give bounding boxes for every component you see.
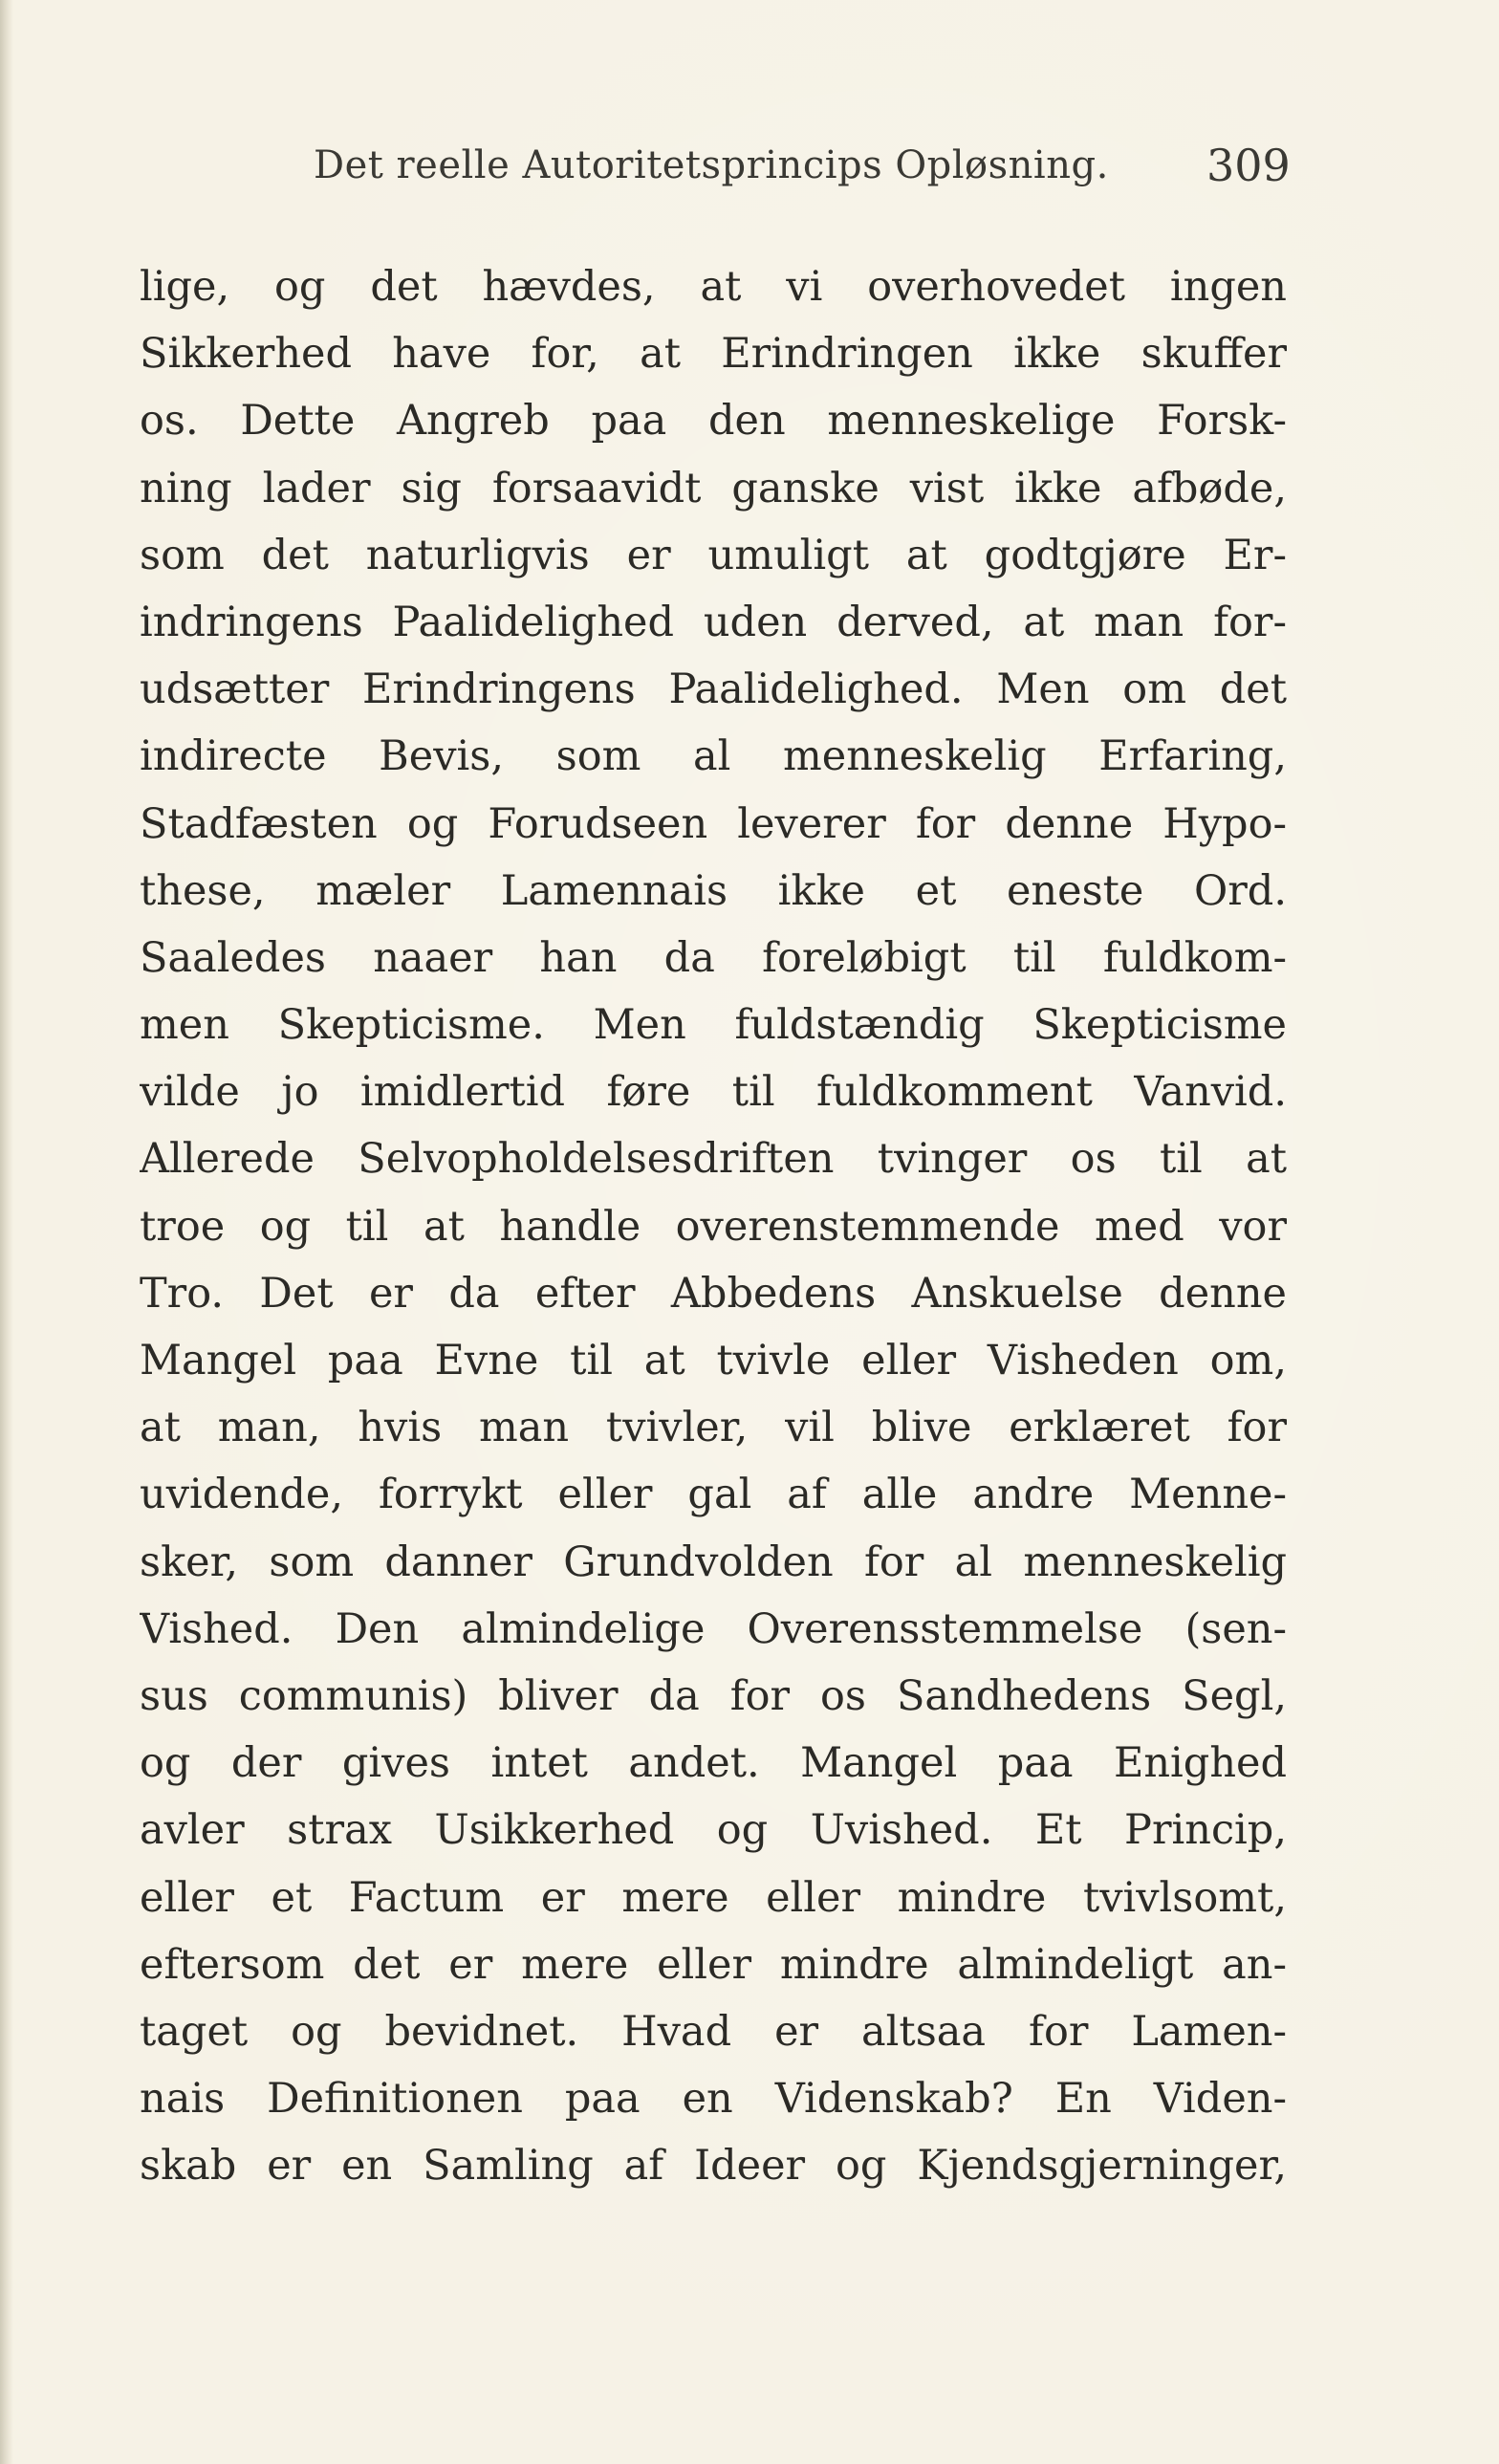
text-line: taget og bevidnet. Hvad er altsaa for Lamen- xyxy=(140,2007,1287,2056)
text-line: vilde jo imidlertid føre til fuldkomment Vanvid. xyxy=(140,1068,1287,1117)
text-line: ning lader sig forsaavidt ganske vist ikke afbøde, xyxy=(140,464,1287,512)
body-text xyxy=(140,253,1287,2199)
text-line: troe og til at handle overenstemmende med vor xyxy=(140,1202,1287,1251)
text-line: Stadfæsten og Forudseen leverer for denne Hypo- xyxy=(140,799,1287,848)
text-line: Tro. Det er da efter Abbedens Anskuelse denne xyxy=(140,1269,1287,1318)
text-line: som det naturligvis er umuligt at godtgjøre Er- xyxy=(140,531,1287,579)
text-line: Sikkerhed have for, at Erindringen ikke skuffer xyxy=(140,330,1287,379)
text-line: os. Dette Angreb paa den menneskelige Forsk- xyxy=(140,397,1287,446)
text-line: avler strax Usikkerhed og Uvished. Et Princip, xyxy=(140,1806,1287,1855)
text-line: udsætter Erindringens Paalidelighed. Men om det xyxy=(140,665,1287,714)
text-line: uvidende, forrykt eller gal af alle andre Menne- xyxy=(140,1471,1287,1519)
text-line: lige, og det hævdes, at vi overhovedet ingen xyxy=(140,263,1287,311)
text-line: Vished. Den almindelige Overensstemmelse (sen- xyxy=(140,1604,1287,1653)
text-line: men Skepticisme. Men fuldstændig Skepticisme xyxy=(140,1001,1287,1050)
text-line: skab er en Samling af Ideer og Kjendsgjerninger, xyxy=(140,2142,1287,2191)
page-number: 309 xyxy=(1206,140,1291,191)
text-line: eller et Factum er mere eller mindre tvivlsomt, xyxy=(140,1873,1287,1922)
running-head-title: Det reelle Autoritetsprincips Opløsning. xyxy=(314,143,1109,187)
text-line: these, mæler Lamennais ikke et eneste Ord. xyxy=(140,866,1287,915)
text-line: nais Definitionen paa en Videnskab? En Viden- xyxy=(140,2075,1287,2124)
text-line: Allerede Selvopholdelsesdriften tvinger os til at xyxy=(140,1135,1287,1184)
text-line: eftersom det er mere eller mindre almindeligt an- xyxy=(140,1940,1287,1989)
text-line: Saaledes naaer han da foreløbigt til fuldkom- xyxy=(140,933,1287,982)
text-line: at man, hvis man tvivler, vil blive erklæret for xyxy=(140,1404,1287,1452)
text-line: sus communis) bliver da for os Sandhedens Segl, xyxy=(140,1671,1287,1720)
text-line: Mangel paa Evne til at tvivle eller Visheden om, xyxy=(140,1337,1287,1385)
text-line: og der gives intet andet. Mangel paa Enighed xyxy=(140,1739,1287,1788)
text-line: indringens Paalidelighed uden derved, at man for- xyxy=(140,598,1287,646)
text-line: sker, som danner Grundvolden for al menneskelig xyxy=(140,1537,1287,1586)
page-binding-edge xyxy=(0,0,13,2464)
text-line: indirecte Bevis, som al menneskelig Erfaring, xyxy=(140,732,1287,781)
